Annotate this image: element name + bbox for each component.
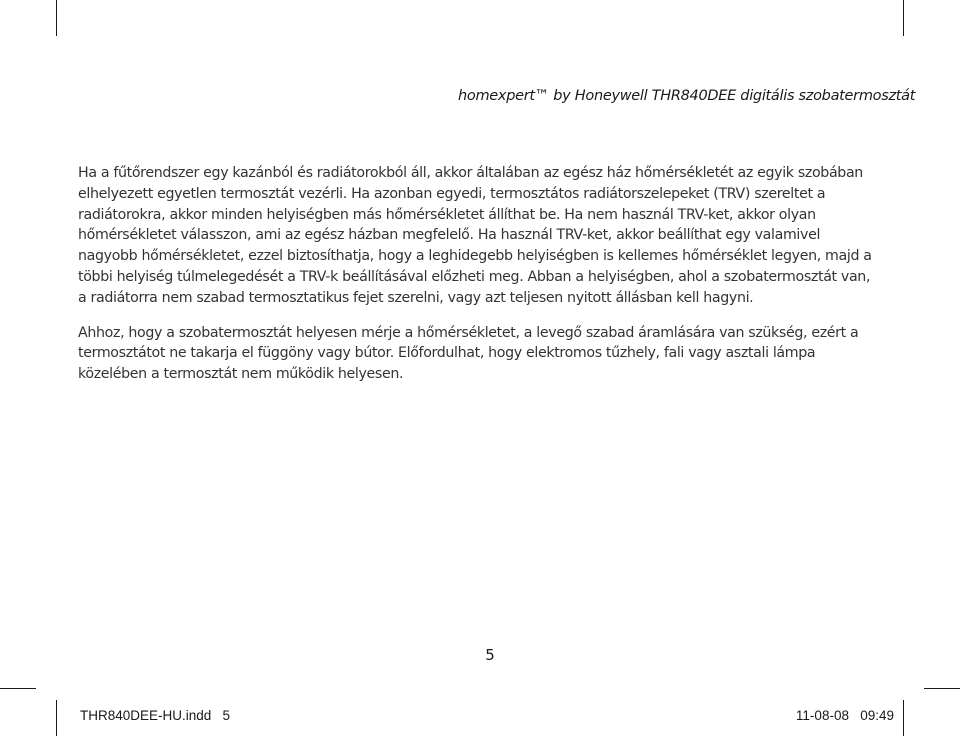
crop-mark-bottom-right-v [903, 700, 904, 736]
running-header: homexpert™ by Honeywell THR840DEE digitális szobatermosztát [458, 88, 916, 104]
crop-mark-bottom-left-v [56, 700, 57, 736]
crop-mark-bottom-right-h [924, 688, 960, 689]
crop-mark-top-right [903, 0, 904, 36]
page-number: 5 [485, 646, 495, 664]
slug-filename: THR840DEE-HU.indd 5 [80, 708, 231, 723]
paragraph-trv: Ha a fűtőrendszer egy kazánból és radiátorokból áll, akkor általában az egész ház hőmérsékletét az egyik szobában elhelyezett egyetlen termosztát vezérli. Ha azonban egyedi, termosztátos radiátorszelepeket (TRV) szereltet a radiátorokra, akkor minden helyiségben más hőmérsékletet állíthat be. Ha nem használ TRV-ket, akkor olyan hőmérsékletet válasszon, ami az egész házban megfelelő. Ha használ TRV-ket, akkor beállíthat egy valamivel nagyobb hőmérsékletet, ezzel biztosíthatja, hogy a leghidegebb helyiségben is kellemes hőmérséklet legyen, majd a többi helyiség túlmelegedését a TRV-k beállításával előzheti meg. Abban a helyiségben, ahol a szobatermosztát van, a radiátorra nem szabad termosztatikus fejet szerelni, vagy azt teljesen nyitott állásban kell hagyni. [78, 165, 872, 306]
crop-mark-bottom-left-h [0, 688, 36, 689]
paragraph-airflow: Ahhoz, hogy a szobatermosztát helyesen mérje a hőmérsékletet, a levegő szabad áramlására van szükség, ezért a termosztátot ne takarja el függöny vagy bútor. Előfordulhat, hogy elektromos tűzhely, fali vagy asztali lámpa közelében a termosztát nem működik helyesen. [78, 324, 859, 383]
crop-mark-top-left [56, 0, 57, 36]
slug-timestamp: 11-08-08 09:49 [795, 708, 894, 723]
body-text [78, 163, 878, 399]
